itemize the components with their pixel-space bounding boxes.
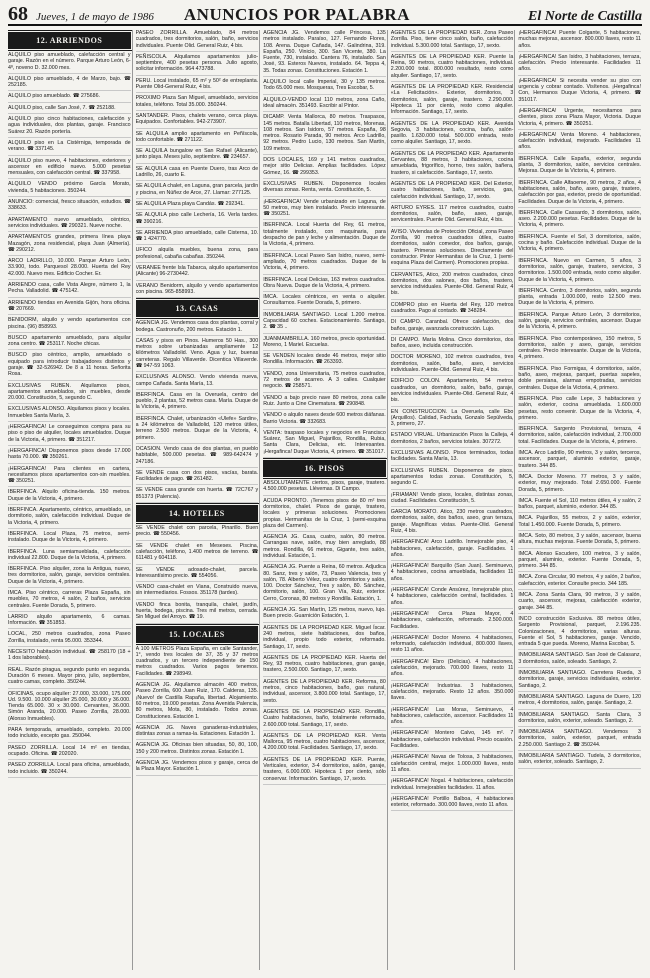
- classified-ad: SE ALQUILA bungalow en San Rafael (Alicante), junto playa. Meses julio, septiembre. ☎ 234657.: [136, 148, 259, 164]
- classified-ad: ¡HERGAFINCA! Si necesita vender su piso con urgencia y cobrar contado. Visítenos. ¡Hergafinca! Con, Hermanos Duque Victoria, 4, primero. ☎ 351017.: [518, 78, 641, 106]
- classified-ad: SE ALQUILA casa en Puente Duero, tras Arco de Ladrillo, 26, cuarto E.: [136, 166, 259, 182]
- classified-ad: DI CAMPO. María Molina. Cinco dormitorios, dos baños, aseo, incluida construcción.: [391, 337, 514, 353]
- classified-ad: VERANO Benidorm, alquilo y vendo apartamentos con piscina. 965-858993.: [136, 283, 259, 299]
- classified-ad: INMOBILIARIA SANTIAGO. Vendemos 3 dormitorios, salón, exterior, parquet, entrada 2.250.000. Santiago 2. ☎ 350244.: [518, 729, 641, 751]
- classified-ad: IMCA. Locales céntricos, en venta o alquiler. Consultarnos. Fuente Dorada, 5, primero.: [263, 294, 386, 310]
- classified-ad: APARTAMENTO nuevo amueblado, céntrico, servicios individuales. ☎ 290321. Nueve noche.: [8, 217, 131, 233]
- classified-ad: VENDO o alquilo naves desde 600 metros diáfanas. Barrio Victoria. ☎ 332683.: [263, 412, 386, 428]
- classified-ad: IBERFINCA. Calle Cassardo, 3 dormitorios, salón, aseo. 2.200.000 pesetas. Facilidades. Duque de la Victoria, 4, primero.: [518, 210, 641, 232]
- classified-ad: AGENTES DE LA PROPIEDAD KER. Apartamento Cervantes, 88 metros, 3 habitaciones, cocina amueblada, frigorífico, horno, tres salón, bañera, trastero, si calefacción. Santiago, 17, sexto.: [391, 151, 514, 179]
- classified-ad: IMCA. Pajarillos, 55 metros, 2 y salón, exterior, Total 1.450.000. Fuente Dorada, 5, primero.: [518, 515, 641, 531]
- classified-ad: PEÑISCOLA. Alquilamos apartamentos julio-septiembre, 400 pesetas persona. Julio agosto, solicitar información. 964 473788.: [136, 54, 259, 76]
- classified-ad: ANUNCIO: comercial, fresco situación, estudios. ☎ 338633.: [8, 199, 131, 215]
- classified-ad: CERVANTES, Atico, 200 metros cuadrados, cinco dormitorios, dos salones, dos baños, trastero, servicios individuales. Puente-Olid. General Ruiz, 4 bis.: [391, 272, 514, 300]
- classified-ad: PASEO ZORRILLA. Amueblado, 84 metros cuadrados, tres dormitorios, salón, baño, servicios individuales. Puente Olid. General Ruiz, 4 bis.: [136, 30, 259, 52]
- classified-ad: INMOBILIARIA SANTIAGO. Laguna de Duero, 120 metros, 4 dormitorios, salón, garaje. Santiago, 2.: [518, 694, 641, 710]
- page-header: [8, 4, 642, 26]
- classified-ad: PERU. Local instalado, 65 m² y 50² de entreplanta. Puente Olid-General Ruiz, 4 bis.: [136, 78, 259, 94]
- classified-ad: IBERFINCA. Calle Alfaoeme, 90 metros, 2 años, 4 habitaciones, salón, baño, aseo, garaje, trastero, calefacción por gas, exterior, precio de oportunidad. Facilidades. Duque de la Victoria, 4, primero.: [518, 180, 641, 208]
- classified-ad: ALQUILO piso amueblado. ☎ 275686.: [8, 93, 131, 102]
- classified-ad: ¡HERGAFINCA! Portillo Balboa, 4 habitaciones exterior, reformado. 300.000 llaves, resto 11 años.: [391, 796, 514, 812]
- classified-ad: APARTAMENTOS grandes, primera línea playa Mazagón, zona residencial, playa Juan (Almería). ☎ 290212.: [8, 234, 131, 256]
- classified-ad: SE VENDE casa grande con huerta. ☎ 72C767 y 851373 (Palencia).: [136, 487, 259, 503]
- classified-ad: A 100 METROS Plaza España, en calle Santander, 1°, vendo tres locales de 37, 35 y 37 metros cuadrados, y un tercero independiente de 150 metros cuadrados. Varios pagos tenemos. Facilidades. ☎ 298949.: [136, 646, 259, 680]
- classified-ad: IBERFINCA. Nuevo en Carmen, 5 años, 3 dormitorios, salón, garaje, trastero, servicios, 3 dormitorios. 1.500.000 entrada, resto como alquiler. Duque de la Victoria, 4, primero.: [518, 258, 641, 286]
- classified-ad: VENDO a bajo precio nave 80 metros, zona calle Ruiz. Junto a Cine Cinematura. ☎ 290848.: [263, 395, 386, 411]
- classified-ad: INMOBILIARIA SANTIAGO. Local 1.200 metros. Capacidad 60 coches. Estacionamiento. Santiago, 2. ☎ 35 ..: [263, 312, 386, 334]
- classified-ad: JUANMAMBRILLA. 160 metros, precio oportunidad. Moreno, 1 Mariel. Escuelas.: [263, 336, 386, 352]
- classified-ad: AGENCIA JG. Casa, cuatro, salón, 80 metros. Carrangas nave, salón, muy bien arreglado, 88 metros. Rondilla, 66 metros, Gigante, tres salón, individual. Estación, 1.: [263, 534, 386, 562]
- classified-ad: SE VENDE chalet en Meseses. Piscina, calefacción, teléfono, 1.400 metros de terreno. ☎ 611481 y 604118.: [136, 543, 259, 565]
- classified-ad: EDIFICIO COLON. Apartamento, 54 metros cuadrados, un dormitorio, salón, baño, garaje, servicios individuales. Puente-Olid. General Ruiz, 4 bis.: [391, 378, 514, 406]
- category-header: 14. HOTELES: [136, 505, 259, 522]
- classified-ad: ALQUILO piso cinco habitaciones, calefacción y agua individuales, dos plantas, garaje. Francisco Suárez 20. Razón portería.: [8, 116, 131, 138]
- classified-ad: PROXIMO Plaza San Miguel, amueblado, servicios totales, teléfono. Total 35.000. 350244.: [136, 95, 259, 111]
- classified-ad: IMCA. Alonso Escudero, 100 metros, 3 y salón, parquet, aluminio, exterior. Fuente Dorada, 5, primero. 344 85.: [518, 551, 641, 573]
- classified-ad: ACUDA PRONTO. ¡Tenemos pisos de 80 m² tres dormitorios, chalet. Pisos de garaje, trastero, locales y primeras soluciones. Promociones propias. Hermanitas de la Cruz, 1 (semi-esquina plaza del Carmen).: [263, 498, 386, 532]
- classified-ad: CASAS y pisos en Pinos. Humeros 50 Has., 300 metros sobre urbanizadas ampliamente 12 kilómetros Valladolid. Veno. Agua y luz, buenas carreteras. Regalo Villaverde. Dicentica Villaverde. ☎ 947-59 1063.: [136, 338, 259, 372]
- category-header: 15. LOCALES: [136, 626, 259, 643]
- classified-ad: ¡HERGAFINCA! Montero Calvo, 145 m². 7 habitaciones, calefacción individual. Precio ocasión. Facilidades.: [391, 730, 514, 752]
- classified-ad: ARTURO EYRES. 117 metros cuadrados, cuatro dormitorios, salón, baño, aseo, garaje, servicentrales. Puente Olid. General Ruiz, 4 bis.: [391, 205, 514, 227]
- classified-ad: AGENTES DE LA PROPIEDAD KER. Huerta del Rey, 93 metros, cuatro habitaciones, gran garaje, trastero, 2.500.000. Santiago, 17, sexto.: [263, 655, 386, 677]
- classified-ad: ALQUILO local calle Imperial, 30 y 135 metros. Todo 65.000 mes. Mosqueras, Tres Escobar, 5.: [263, 79, 386, 95]
- classified-ad: IBERFINCA. Alquilo oficina-tienda. 150 metros. Duque de la Victoria, 4, primero.: [8, 489, 131, 505]
- classified-ad: AGENCIA JG. Vendemos calle Princesa, 135 metros instalado. Paraíso, 127. Fernando Flores, 108. Arena. Duque Cañada, 147. Galindrina, 319. España, 250. Vinicio, 300. San Vicente, 380. La Fuente, 730, instalado. Cantera 76, instalado. San José, 93. Esteros Nuevos, instalado. 64. Teppa 4, 35. Todas zonas. Constituciones. Estación 1.: [263, 30, 386, 77]
- classified-ad: OFICINAS, ocupo alquiler: 27.000, 33.000, 175.000 Ud. 9.500. 10.000 alquiler 25.000, 30.000 y 36.000. Tienda 65.000. 30 x 30.000. Cervantes, 36.000. Simón Aranda, 20.000. Paseo Zorrilla, 28.000. (Alonso Inmuebles).: [8, 691, 131, 725]
- classified-ad: ¡HERGAFINCA! Puente Colgante, 5 habitaciones, muchas mejoras, ascensor. 800.000 llaves, resto 11 años.: [518, 30, 641, 52]
- classified-ad: ¡HERGAFINCA! Nogal. 4 habitaciones, calefacción individual. Inmejorables facilidades. 11 años.: [391, 778, 514, 794]
- classified-ad: AGENCIA JG. Puente a Reina, 60 metros. Adjudica 80. Sanz, tres y salón, 73, Paseo Valencia, tres y salón, 78. Alberto Vélez, cuatro dormitorios y salón, 100. Doctor Sánchez, Tres y salón, 80. Sánchez, dormitorio, salón, 100. Gran Vía, Ruiz, exterior. Cerro, Coronas, 80 metros y Rondilla. Estación, 1.: [263, 564, 386, 605]
- classified-ad: IMCA. Doctor Moreno. 77 metros, 3 y salón, exterior, muy mejorado. Total 2.650.000. Fuente Dorada, 5, primero.: [518, 474, 641, 496]
- classified-ad: ARRIENDO tiendas en Avenida Gijón, hora oficina. ☎ 207669.: [8, 300, 131, 316]
- classified-ad: IBERFINCA. Apartamento, céntrico, amueblado, un dormitorio, salón, calefacción individual. Duque de la Victoria, 4, primero.: [8, 507, 131, 529]
- classified-ad: AGENTES DE LA PROPIEDAD KER. Del Exterior, cuatro habitaciones, baño, servicios, gas, calefacción individual. Santiago, 17, sexto.: [391, 181, 514, 203]
- classified-ad: PARA temporada, amueblado, completo. 20.000 todo incluido, excepto gas. 250044.: [8, 727, 131, 743]
- classified-ad: IBERFINCA. Local Paseo San Isidro, nuevo, semi-ampliado, 70 metros cuadrados. Duque de la Victoria, 4, primero.: [263, 253, 386, 275]
- classified-ad: ALQUILO piso amueblado, 4 de Marzo, bajo. ☎ 252185.: [8, 76, 131, 92]
- classified-ad: ALQUILO-VENDO local 110 metros, zona Caño, ideal almacén. 351493. Escribir al Pintor.: [263, 97, 386, 113]
- classified-ad: IBERFINCA. Casa en la Overuela, centro del pueblo, 2 plantas, 52 metros casa. María. Duque de la Victoria, 4, primero.: [136, 392, 259, 414]
- classified-ad: IBERFINCA. Luna semiamueblada, calefacción individual 22.800. Duque de la Victoria, 4, primero.: [8, 549, 131, 565]
- classified-ad: EXCLUSIVAS ALONSO. Vendo vivienda nueva, campo Cañada. Santa María, 13.: [136, 374, 259, 390]
- classified-ad: ¡HERGAFINCA! Conde Ansúrez, Inmejorable piso, 4 habitaciones, calefacción central, facilidades. 1 años.: [391, 587, 514, 609]
- classified-ad: IMCA. Arco Ladrillo, 90 metros, 3 y salón, terceros, ascensor, parquet, aluminio exterior, garaje, trastero. 344 85.: [518, 450, 641, 472]
- classified-ad: INCO construcción Exclusiva. 88 metros útiles, Sargento Provisional, parquet, 2.196.235. Colonizaciones, 4 dormitorios, varias alturas. Fuente el Sol, 5 habitaciones, garaje. Vencido, entrada 5 que pueda. Moreno, Marina Escobar, 5.: [518, 616, 641, 650]
- classified-ad: IBERFINCA. Fuente el Sol, 3 dormitorios, salón, cocina y baño. Calefacción individual. Duque de la Victoria, 4, primero.: [518, 234, 641, 256]
- classified-ad: AGENCIA JG. Naves ganaderas-industriales, distintas zonas a ramas-la. Estaciones. Estación 1.: [136, 725, 259, 741]
- classified-ad: AGENCIA JG. Oficinas bien situadas, 50, 80, 100, 150 y 200 metros. Distintos zonas. Estación 1.: [136, 742, 259, 758]
- classified-ad: LARRIO alquilo apartamento, 6 camas. Información. ☎ 351853.: [8, 614, 131, 630]
- classified-ad: SE VENDE chalet con parcela, Pinarillo. Buen precio. ☎ 550456.: [136, 525, 259, 541]
- classified-ad: AGENCIA JG. San Martín, 125 metros, nuevo, lujo. Buen precio. Guarnición Estación, 1.: [263, 607, 386, 623]
- classified-ad: ¡HERGAFINCA! Para clientes en cartera, necesitamos pisos apartamentos con-sin muebles. ☎ 350251.: [8, 466, 131, 488]
- issue-date: Jueves, 1 de mayo de 1986: [36, 11, 154, 23]
- classified-ad: EXCLUSIVAS RUBEN. Disponemos de pisos, apartamentos todas zonas. Constitución, 5, segundo C.: [391, 468, 514, 490]
- classified-ad: ¡HERGAFINCA! Industrias. 3 habitaciones, calefacción, mejorado. Resto 12 años. 350.000 llaves.: [391, 683, 514, 705]
- classified-ad: IBERFINCA. Centro, 3 dormitorios, salón, segunda planta, entrada 1.000.000, resto 12.500 mes. Duque de la Victoria, 4, primero.: [518, 288, 641, 310]
- classified-ad: VENDO finca bonita, tranquila, chalet, jardín, huerta, bodega, piscina. Tres mil metros, cerrada. Sin Miguel del Arroyo. ☎ 19.: [136, 602, 259, 624]
- classified-ad: IMCA. Soto, 80 metros, 3 y salón, ascensor, buena altura, muchas mejoras. Fuente Dorada, 5, primero.: [518, 533, 641, 549]
- classified-ad: GARCIA MORATO. Atico, 230 metros cuadrados, dormitorios, salón, dos baños, aseo, gran terraza, garaje. Magníficas vistas. Puente-Olid. General Ruiz, 4 bis.: [391, 509, 514, 537]
- classified-ad: SE ARRIENDA piso amueblado, calle Cisterna, 10. ☎ 1 424770.: [136, 230, 259, 246]
- classified-ad: VENDO, zona Universitaria, 75 metros cuadrados, 72 metros de acarreo. A 3 calles. Cualquier negocio. ☎ 258571.: [263, 371, 386, 393]
- classified-ad: ¡HERGAFINCA! San Isidro, 3 habitaciones, terraza, calefacción. Precio interesante. Facilidades 11 años.: [518, 54, 641, 76]
- classified-ad: IBERFINCA. Local Plaza, 75 metros, semi-instalado. Duque de la Victoria, 4, primero.: [8, 531, 131, 547]
- classified-ad: ESTADO VIRUAL. Urbanización Pisos la Calleja, 4 dormitorios, 2 baños, servicios totales. 307272.: [391, 432, 514, 448]
- classified-ad: ALQUILO piso nuevo, 4 habitaciones, exteriores y ascensor en edificio nuevo. 5.000 pesetas mensuales, con calefacción central. ☎ 337958.: [8, 158, 131, 180]
- classified-ad: ALQUILO piso, calle San José, 7. ☎ 252188.: [8, 105, 131, 114]
- classified-ad: ¡HERGAFINCA! Doctor Moreno. 4 habitaciones, reformado, calefacción individual, 800.000 llaves, resto 11 años.: [391, 635, 514, 657]
- classified-ad: REAL. Razón piragua, segundo punto en segunda. Duración 6 meses. Mayor pino, julio, septiembre, cuatro camas, completo. 350244.: [8, 667, 131, 689]
- classified-ad: OCASION. Vendo casa de dos plantas, en pueblo habitable, 500.000 pesetas. ☎ 989-642474 y 247186.: [136, 446, 259, 468]
- classified-ad: COMPRO piso en Huerta del Rey, 120 metros cuadrados. Pago al contado. ☎ 348284.: [391, 302, 514, 318]
- classified-ad: EXCLUSIVAS RUBEN. Alquilamos pisos, apartamentos amueblados, sin muebles, desde 20.000. Constitución, 5, segundo C.: [8, 383, 131, 405]
- classified-column: [136, 30, 261, 970]
- category-header: 16. PISOS: [263, 460, 386, 477]
- classified-ad: IBERFINCA. Sargento Provisional, terraza, 4 dormitorios, salón, calefacción individual, 2.700.000 total. Facilidades. Duque de la Victoria, 4, primero.: [518, 426, 641, 448]
- classified-ad: IMCA. Fuente el Sol, 110 metros útiles, 4 y salón, 2 baños, parquet, aluminio, exterior. 344 85.: [518, 498, 641, 514]
- classified-ad: IMCA. Zona Santa Clara, 90 metros, 3 y salón, cuarto, ascensor, mejoras, calefacción exterior, garaje. 344 85.: [518, 592, 641, 614]
- classified-ad: SE VENDE adosado-chalet, parcela. Interesantísimo precio. ☎ 554056.: [136, 567, 259, 583]
- classified-ad: ¡HERGAFINCA! Le conseguimos compra para su piso o piso de alquiler, locales amueblados. Duque de la Victoria, 4, primero. ☎ 351217.: [8, 424, 131, 446]
- classified-ad: DOCTOR MORENO, 102 metros cuadrados, tres dormitorios, salón, baño, aseo, servicios individuales. Puente-Olid. General Ruiz, 4 bis.: [391, 354, 514, 376]
- classified-ad: IBERFINCA. Piso Formigas, 4 dormitorios, salón, baño, aseo, mejoras, parquet, puertas sapeles, doble persiana, alarmas empotradas, servicios centrales. Duque de la Victoria, 4, primero.: [518, 366, 641, 394]
- category-header: 13. CASAS: [136, 300, 259, 317]
- classified-ad: INMOBILIARIA SANTIAGO. Santa Clara, 3 dormitorios, salón, exterior, soleado. Santiago, 2.: [518, 712, 641, 728]
- classified-ad: INMOBILIARIA SANTIAGO. Carretera Rueda, 3 dormitorios, garaje, servicios individuales, exterior. Santiago, 2.: [518, 670, 641, 692]
- classified-ad: SE VENDE casa con dos pisos, vacías, barata. Facilidades de pago. ☎ 261482.: [136, 470, 259, 486]
- classified-ad: IBERFINCA. Parque Arturo León, 3 dormitorios, salón, garaje, servicios centrales, ascensor. Duque de la Victoria, 4, primero.: [518, 312, 641, 334]
- classified-ad: ¡HERGAFINCA! Arco Ladrillo. Inmejorable piso, 4 habitaciones, calefacción, garaje. Facilidades. 1 años.: [391, 539, 514, 561]
- classified-ad: IBERFINCA. Piso contemporáneo, 150 metros, 5 dormitorios, salón y aseo, garaje, servicios centrales. Precio interesante. Duque de la Victoria, 4, primero.: [518, 336, 641, 364]
- classified-ad: BUSCO piso céntrico, amplio, amueblado o equipado para introducir trabajadores distintos y garaje. ☎ 32-526942. De 8 a 11 horas. Señorita Rosa.: [8, 352, 131, 380]
- classified-ad: ALQUILO VENDO próximo García Morato, vivienda, 5 habitaciones. 350244.: [8, 181, 131, 197]
- classified-ad: IMCA. Zona Circular, 90 metros, 4 y salón, 2 baños, calefacción, exterior. Consulte precio. 344 185.: [518, 574, 641, 590]
- classified-ad: AGENTES DE LA PROPIEDAD KER. Zona Paseo Zorrilla. Piso, tiene cinco salón, baño, calefacción individual. 5.300.000 total. Santiago, 17, sexto.: [391, 30, 514, 52]
- classified-ad: IBERFINCA. Piso calle Lepe, 3 habitaciones y salón, exterior, cocina amueblada. 1.600.000 pesetas, resto convenir. Duque de la Victoria, 4, primero.: [518, 396, 641, 424]
- classified-ad: PASEO ZORRILLA. Local 14 m² en tiendas, ocupado. Oficina. ☎ 202020.: [8, 745, 131, 761]
- classified-column: [518, 30, 642, 970]
- classified-column: [8, 30, 133, 970]
- classified-ad: ABSOLUTAMENTE ciertos, pisos, garaje, trastero. 4.500.000 pesetas. Llévemas. Di Campo.: [263, 480, 386, 496]
- classified-ad: BUSCO apartamento amueblado, para alquilar zona centro. ☎ 253117. Noche chicas.: [8, 335, 131, 351]
- classified-ad: IBERFINCA. Calle España, exterior, segunda planta, 3 dormitorios, salón, servicios centrales. Mejoras. Duque de la Victoria, 4, primero.: [518, 156, 641, 178]
- classified-ad: VENTA: traspaso locales y negocios en Francisco Suárez, San Miguel, Pajarillos, Rondilla, Rubia, Santa Clara, Delicias, etc. Interesantes. ¡Hergafinca! Duque Victoria, 4, primero. ☎ 351017.: [263, 430, 386, 458]
- classified-ad: IBERFINCA. Local Delicias, 163 metros cuadrados. Obra Nueva. Duque de la Victoria, 4, primero.: [263, 277, 386, 293]
- classified-ad: EN CONSTRUCCION. La Overuela, calle Ebo (Arquillos). Calidad, Fachada, Gonzalo Sepúlveda, 3, primero, 27.: [391, 409, 514, 431]
- classified-ad: AGENTES DE LA PROPIEDAD KER. Rondilla, Cuatro habitaciones, baño, totalmente reformado, 2.600.000 total. Santiago, 17, sexto.: [263, 709, 386, 731]
- classified-ad: ¡HERGAFINCA! Las Moras, Seminuevo, 4 habitaciones, calefacción, ascensor. Facilidades 11 años.: [391, 707, 514, 729]
- classified-column: [391, 30, 516, 970]
- page-number: 68: [8, 3, 28, 25]
- classified-ad: IBERFINCA. Local Huerta del Rey, 61 metros, totalmente instalado, con maquinaria, para despacho de pan y leche y alimentación. Duque de la Victoria, 4, primero.: [263, 222, 386, 250]
- classified-ad: SE ALQUILA chalet, en Laguna, gran parcela, jardín y piscina, en Núñez de Arce, 27. Llamar: 277125.: [136, 183, 259, 199]
- classified-ad: ¡HERGAFINCA! Navas de Tolosa, 3 habitaciones, calefacción central, mejor. 1.000.000 llaves, resto 11 años.: [391, 754, 514, 776]
- classified-ad: PASEO ZORRILLA. Local para oficina, amueblado, todo incluido. ☎ 350244.: [8, 762, 131, 778]
- classified-ad: SE ALQUILA amplio apartamento en Peñíscola, todo confortable. ☎ 271122.: [136, 131, 259, 147]
- classified-ad: AGENCIA JG. Vendemos pisos y garaje, cerca de la Plaza Mayor. Estación 1.: [136, 760, 259, 776]
- classified-ad: ¡HERGAFINCA! Urgente, necesitamos para clientes, pisos zona Plaza Mayor, Victoria. Duque Victoria, 4, primero. ☎ 350251.: [518, 108, 641, 130]
- classified-ad: BENIDORM, alquilo y vendo apartamentos con piscina. (96) 858993.: [8, 317, 131, 333]
- classified-ad: ¡HERGAFINCA! Disponemos pisos desde 17.000 hasta 70.000. ☎ 350261.: [8, 448, 131, 464]
- classified-ad: ¡HERGAFINCA! Ebro (Delicias). 4 habitaciones, calefacción, mejorado. 700.000 llaves, resto 11 años.: [391, 659, 514, 681]
- classified-ad: AGENTES DE LA PROPIEDAD KER. Avenida Segovia, 3 habitaciones, cocina, baño, salón-pasillo. 1.630.000 total. 500.000 entrada, resto como alquiler. Santiago, 17, sexto.: [391, 121, 514, 149]
- classified-ad: VERANEE frente Isla Tabarca, alquilo apartamentos (Alicante) 96-2730442.: [136, 265, 259, 281]
- classified-ad: SANTANDER. Pisos, chalets verano, cerca playa. Equipados. Confortables. 942-273907.: [136, 113, 259, 129]
- classified-ad: DI CAMPO. Caranbal. Ofrece calefacción, dos baños, garaje, avanzada construcción. Lujo.: [391, 319, 514, 335]
- classified-ad: SE VENDEN locales desde 46 metros, mejor sitio Rondilla. Información. ☎ 263393.: [263, 353, 386, 369]
- category-header: 12. ARRIENDOS: [8, 32, 131, 49]
- classified-ad: DOS LOCALES, 169 y 141 metros cuadrados, mejor sitio Delicias. Amplias facilidades. López Gómez, 16. ☎ 299353.: [263, 157, 386, 179]
- classified-ad: NECESITO habitación individual. ☎ 258170 (18 + 1 dos laborables).: [8, 649, 131, 665]
- classified-ad: ¡FRIAMAN! Vendo pisos, locales, distintas zonas, ciudad. Facilidades. Constitución, 5.: [391, 492, 514, 508]
- classified-ad: AVISO. Viviendas de Protección Oficial, zona Paseo Zorrilla, 90 metros cuadrados útiles, cuatro dormitorios, salón comedor, dos baños, garaje, trastero. Primeras soluciones. Directamente del constructor. Pintor Hermanitas de la Cruz, 1 (semi-esquina Plaza del Carmen). Promociones propias.: [391, 229, 514, 270]
- classified-ad: INMOBILIARIA SANTIAGO. San José de Calasanz, 3 dormitorios, salón, soleado. Santiago, 2.: [518, 652, 641, 668]
- classified-ad: ¡HERGAFINCA! Venta Moreno. 4 habitaciones, calefacción individual, mejorado. Facilidades 11 años.: [518, 132, 641, 154]
- classified-column: [263, 30, 388, 970]
- classified-ad: INMOBILIARIA SANTIAGO. Tudela, 3 dormitorios, salón, exterior, soleado. Santiago, 2.: [518, 753, 641, 769]
- classified-ad: AGENTES DE LA PROPIEDAD KER. Puente, Verticales, exterior, 3-4 dormitorios, salón, garaje, trastero, 6.000.000. Hipoteca 1 por ciento, sólo conservar. Información. Santiago, 17, sexto.: [263, 757, 386, 785]
- classified-ad: LOCAL, 250 metros cuadrados, zona Paseo Zorrilla, instalado, renta 95.000. 353344.: [8, 631, 131, 647]
- classified-ad: ¡HERGAFINCA! Vende urbanizado en Laguna, de 50 metros, muy bien instalado. Precio interesante. ☎ 350251.: [263, 199, 386, 221]
- classified-ad: ¡HERGAFINCA! Cerca Plaza Mayor, 4 habitaciones, calefacción, reformado. 2.500.000. Facilidades.: [391, 611, 514, 633]
- classified-ad: EXCLUSIVAS ALONSO. Alquilamos pisos y locales. Inmuebles Santa María, 3.: [8, 406, 131, 422]
- classified-columns: [8, 30, 642, 970]
- classified-ad: AGENCIA JG. Vendemos casa dos plantas, corral y bodega. Castronuño, 200 metros. Estación 1.: [136, 320, 259, 336]
- classified-ad: SE ALQUILA Plaza playa Candás. ☎ 292341.: [136, 201, 259, 210]
- newspaper-masthead: El Norte de Castilla: [528, 9, 642, 24]
- classified-ad: UFICO alquila muebles, buena zona, para profesional, cabaña cabañas. 350244.: [136, 247, 259, 263]
- classified-ad: ALQUILO piso amueblado, calefacción central y garaje. Razón en el número. Parque Arturo León, 6-4º, noveno D. 32.000 mes.: [8, 52, 131, 74]
- classified-ad: AGENTES DE LA PROPIEDAD KER. Miguel Íscar. 240 metros, siete habitaciones, dos baños, individual, propio todo exterior, reformado. Santiago, 17, sexto.: [263, 625, 386, 653]
- classified-ad: EXCLUSIVAS RUBEN. Disponemos locales diversas zonas. Renta, venta. Constitución, 5.: [263, 181, 386, 197]
- classified-ad: IBERFINCA. Chalet, urbanización «Ulefe» Sardin», a 24 kilómetros de Valladolid, 120 metros útiles, terreno 2.500 metros. Duque de la Victoria, 4, primero.: [136, 416, 259, 444]
- classified-ad: ARRIENDO casa, calle Vista Alegre, número 1, la Pecha. Valladolid. ☎ 475142.: [8, 282, 131, 298]
- classified-ad: SE ALQUILA piso calle Lechería, 16. Verla tardes. ☎ 390216.: [136, 212, 259, 228]
- classified-ad: ALQUILO piso en La Cistérniga, temporada de verano. ☎ 337145.: [8, 140, 131, 156]
- classified-ad: AGENTES DE LA PROPIEDAD KER. Residencial «La Felicitación». Exterior, dormitorios, 3 dormitorios, salón, garaje, trastero. 2.290.000. Hipoteca 11 por ciento, resto como alquiler. Información. Santiago, 17, sexto.: [391, 84, 514, 118]
- classified-ad: VENDO casa-chalet en Viana, Construido nueva, sin intermediarios. Fossos. 351178 (tardes).: [136, 584, 259, 600]
- classified-ad: AGENCIA JG. Alquilamos almacén 400 metros, Paseo Zorrilla, 600 Juan Ruiz, 170. Calderas, 135. ¡Nuevo! de Castilla Rapaña, libertad. Alojamiento. 60 metros, 19.000 pesetas. Zona Avenida Palencia, 80 metros, Mota, 80, instalado. Todos zonas. Constituciones. Estación 1.: [136, 682, 259, 723]
- section-title: ANUNCIOS POR PALABRA: [183, 5, 410, 24]
- classified-ad: DICAMP. Venta Mallorca, 80 metros. Traspasos, 145 metros. Batalla Libertad, 110 metros, Morenas, 108 metros. San Isidoro, 57 metros. España, 98 metros. Rosario Parada, 90 metros. Arco Ladrillo, 92 metros. Pedro Lucio, 130 metros. San Martín, 109 metros.: [263, 114, 386, 155]
- classified-ad: AGENTES DE LA PROPIEDAD KER. Venta Mallorca, 95 metros, cuatro habitaciones, ascensor, 4.200.000 total. Facilidades. Santiago, 17, sexto.: [263, 733, 386, 755]
- classified-ad: AGENTES DE LA PROPIEDAD KER. Reforma, 80 metros, cinco habitaciones, baño, gas natural, individual, ascensor, 3.800.000 total. Santiago, 17, sexto.: [263, 679, 386, 707]
- classified-ad: EXCLUSIVAS ALONSO. Pisos terminados, todas facilidades. Santa María, 13.: [391, 450, 514, 466]
- classified-ad: ARCO LADRILLO, 10.000. Parque Arturo León, 33.900, todo. Parquesol 28.000. Huerta del Rey 42.000. Nuevo mes. Edificio Cocher. Er.: [8, 258, 131, 280]
- classified-ad: AGENTES DE LA PROPIEDAD KER. Puente la Reina, 90 metros, cuatro habitaciones, individual. 2.200.000 total. 800.000 resultado, resto como alquiler. Santiago, 17, sexto.: [391, 54, 514, 82]
- classified-ad: ¡HERGAFINCA! Barquillo (San Juan). Seminuevo, 4 habitaciones, cocina amueblada, facilidades 11 años.: [391, 563, 514, 585]
- classified-ad: IMCA. Piso céntrico, carreras Plaza España, sin muebles, 70 metros, 4 salón, 2 baños, servicios centrales. Fuente Dorada, 5, primero.: [8, 590, 131, 612]
- classified-ad: IBERFINCA. Piso alquiler, zona la Antigua, nuevo, tres dormitorios, salón, garaje, servicios centrales. Duque de la Victoria, 4, primero.: [8, 566, 131, 588]
